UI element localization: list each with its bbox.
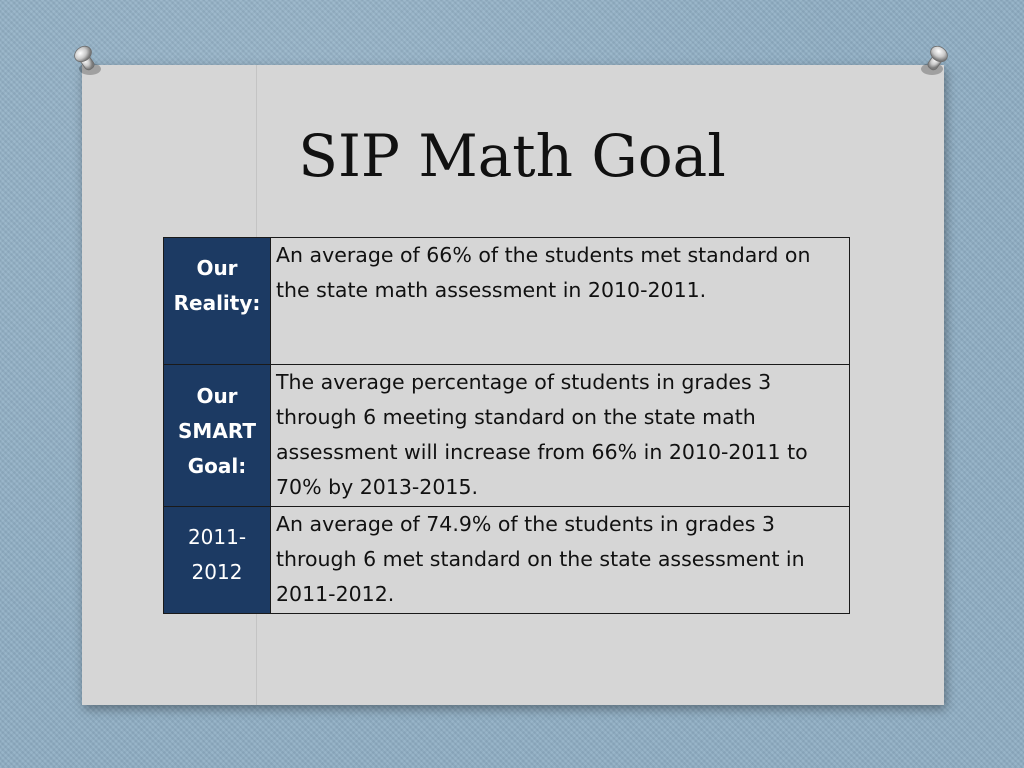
right-pushpin-icon bbox=[918, 44, 952, 78]
row-label-2011-2012 bbox=[164, 507, 271, 614]
row-label-line: 2012 bbox=[191, 560, 243, 584]
row-label-line: Goal: bbox=[187, 454, 247, 478]
row-text-reality: An average of 66% of the students met standard on the state math assessment in 2010-2011. bbox=[271, 238, 850, 365]
row-label-line: 2011- bbox=[187, 525, 247, 549]
row-text-smart-goal: The average percentage of students in grades 3 through 6 meeting standard on the state math assessment will increase from 66% in 2010-2011 to 70% by 2013-2015. bbox=[271, 365, 850, 507]
row-label-line: Our bbox=[196, 384, 238, 408]
table-row-smart-goal bbox=[164, 365, 850, 507]
goal-table bbox=[163, 237, 850, 614]
row-label-reality bbox=[164, 238, 271, 365]
row-label-line: Our bbox=[196, 256, 238, 280]
row-label-line: Reality: bbox=[173, 291, 261, 315]
table-row-2011-2012 bbox=[164, 507, 850, 614]
slide-title: SIP Math Goal bbox=[298, 122, 726, 190]
table-row-reality bbox=[164, 238, 850, 365]
row-label-line: SMART bbox=[178, 419, 256, 443]
row-label-smart-goal bbox=[164, 365, 271, 507]
left-pushpin-icon bbox=[70, 44, 104, 78]
row-text-2011-2012: An average of 74.9% of the students in grades 3 through 6 met standard on the state assessment in 2011-2012. bbox=[271, 507, 850, 614]
